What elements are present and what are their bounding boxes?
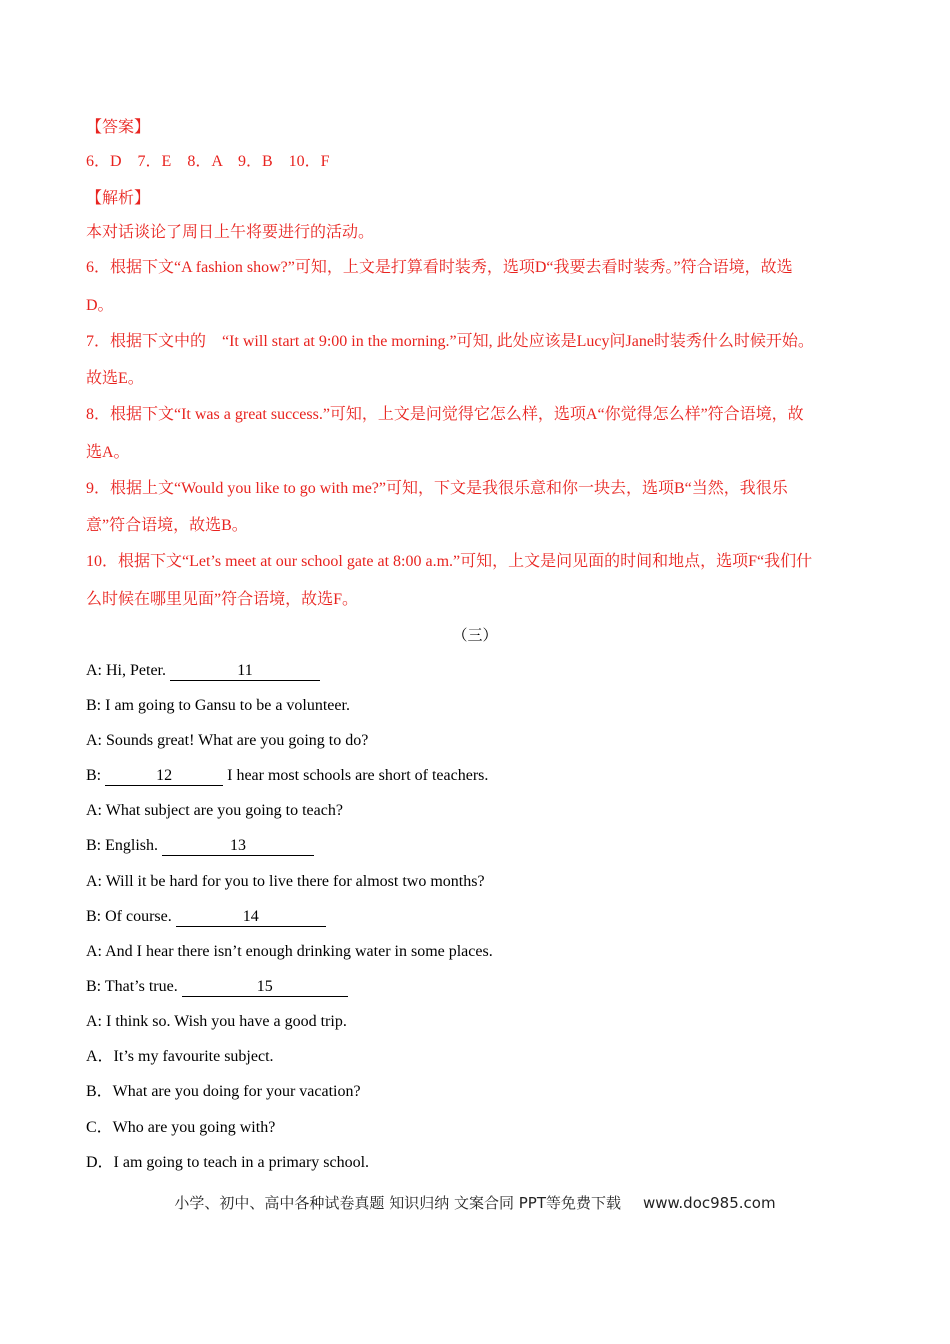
dialogue-line-10 [86,977,864,997]
blank-12[interactable]: 12 [105,767,223,786]
dialogue-line-4 [86,766,864,786]
dialogue-line-11: A: I think so. Wish you have a good trip. [86,1013,347,1030]
explanation-9-line1: 9．根据上文“Would you like to go with me?”可知，下文是我很乐意和你一块去，选项B“当然，我很乐 [86,480,788,497]
dialogue-line-1 [86,661,864,681]
dialogue-line-6 [86,836,864,856]
dialogue-line-8 [86,907,864,927]
option-b: B．What are you doing for your vacation? [86,1083,361,1100]
dialogue-line-5: A: What subject are you going to teach? [86,802,343,819]
dialogue-line-9: A: And I hear there isn’t enough drinking water in some places. [86,943,493,960]
dialogue-text: A: Hi, Peter. [86,662,170,679]
blank-15[interactable]: 15 [182,978,348,997]
dialogue-line-3: A: Sounds great! What are you going to do? [86,732,369,749]
option-a: A．It’s my favourite subject. [86,1048,274,1065]
dialogue-text: B: English. [86,837,163,854]
explanation-10-line1: 10．根据下文“Let’s meet at our school gate at 8:00 a.m.”可知，上文是问见面的时间和地点，选项F“我们什 [86,553,813,570]
dialogue-text: B: That’s true. [86,978,182,995]
explanation-10-line2: 么时候在哪里见面”符合语境，故选F。 [86,591,359,608]
explanation-6-line2: D。 [86,297,114,314]
explanation-7-line1: 7．根据下文中的 “It will start at 9:00 in the morning.”可知, 此处应该是Lucy问Jane时装秀什么时候开始。 [86,333,814,350]
explanation-6-line1: 6．根据下文“A fashion show?”可知，上文是打算看时装秀，选项D“我要去看时装秀。”符合语境，故选 [86,259,793,276]
footer-text: 小学、初中、高中各种试卷真题 知识归纳 文案合同 PPT等免费下载 [174,1194,621,1212]
footer-site-link[interactable]: www.doc985.com [642,1194,776,1212]
dialogue-text: B: [86,767,106,784]
section-title: （三） [452,628,498,644]
dialogue-text-after: I hear most schools are short of teachers. [223,767,489,784]
analysis-summary: 本对话谈论了周日上午将要进行的活动。 [86,224,375,241]
blank-14[interactable]: 14 [176,908,326,927]
explanation-8-line1: 8．根据下文“It was a great success.”可知，上文是问觉得它怎么样，选项A“你觉得怎么样”符合语境，故 [86,406,804,423]
blank-13[interactable]: 13 [162,837,314,856]
explanation-8-line2: 选A。 [86,444,130,461]
answer-header: 【答案】 [86,119,151,136]
explanation-9-line2: 意”符合语境，故选B。 [86,517,248,534]
dialogue-text: B: Of course. [86,908,176,925]
blank-11[interactable]: 11 [170,662,320,681]
option-c: C．Who are you going with? [86,1119,276,1136]
dialogue-line-2: B: I am going to Gansu to be a volunteer. [86,697,350,714]
explanation-7-line2: 故选E。 [86,370,144,387]
dialogue-line-7: A: Will it be hard for you to live there for almost two months? [86,873,485,890]
answer-key: 6．D 7．E 8．A 9．B 10．F [86,153,330,170]
option-d: D．I am going to teach in a primary school. [86,1154,370,1171]
analysis-header: 【解析】 [86,190,151,207]
page-footer [0,1192,950,1213]
